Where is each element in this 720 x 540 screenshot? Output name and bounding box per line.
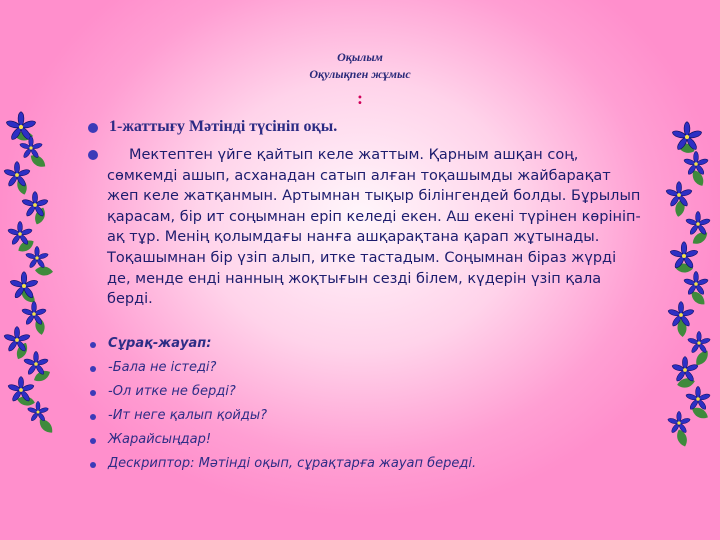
blue-flower-icon: [6, 220, 34, 248]
question-item: -Ол итке не берді?: [108, 384, 236, 399]
flower-border-right: [660, 0, 720, 540]
blue-flower-icon: [686, 330, 712, 356]
blue-flower-icon: [664, 180, 694, 210]
question-item: -Бала не істеді?: [108, 360, 217, 375]
blue-flower-icon: [666, 300, 696, 330]
slide-subtitle: Оқулықпен жұмыс: [309, 67, 411, 81]
blue-flower-icon: [670, 120, 704, 154]
bullet-icon: [90, 342, 96, 348]
blue-flower-icon: [666, 410, 692, 436]
praise-line: Жарайсыңдар!: [108, 432, 212, 447]
blue-flower-icon: [18, 135, 44, 161]
reading-paragraph: Мектептен үйге қайтып келе жаттым. Қарным ашқан соң, сөмкемді ашып, асханадан сатып алған тоқашымды жайбарақат жеп келе жатқанмын. Артымнан тықыр білінгендей болды. Бұрылып қарасам, бір ит соңымнан еріп келеді екен. Аш екені түрінен көрініп-ақ тұр. Менің қолымдағы нанға ашқарақтана қарап жұтынады. Тоқашымнан бір үзіп алып, итке тастадым. Соңымнан біраз жүрді де, менде енді нанның жоқтығын сезді білем, күдерін үзіп қала берді.: [107, 147, 641, 308]
blue-flower-icon: [684, 210, 712, 238]
flower-border-left: [0, 0, 60, 540]
questions-heading: Сұрақ-жауап:: [108, 336, 212, 351]
title-colon: :: [357, 88, 363, 108]
task-heading: 1-жаттығу Мәтінді түсініп оқы.: [109, 118, 338, 135]
blue-flower-icon: [26, 400, 50, 424]
question-item: -Ит неге қалып қойды?: [108, 408, 268, 423]
blue-flower-icon: [20, 300, 48, 328]
blue-flower-icon: [684, 385, 712, 413]
blue-flower-icon: [682, 150, 710, 178]
blue-flower-icon: [8, 270, 40, 302]
bullet-icon: [90, 414, 96, 420]
descriptor-line: Дескриптор: Мәтінді оқып, сұрақтарға жауап береді.: [108, 456, 477, 471]
blue-flower-icon: [22, 350, 50, 378]
blue-flower-icon: [682, 270, 710, 298]
slide-title: Оқылым: [337, 50, 383, 64]
blue-flower-icon: [2, 160, 32, 190]
blue-flower-icon: [668, 240, 700, 272]
blue-flower-icon: [670, 355, 700, 385]
bullet-icon: [90, 390, 96, 396]
bullet-icon: [90, 366, 96, 372]
bullet-icon: [90, 462, 96, 468]
bullet-icon: [88, 150, 98, 160]
bullet-icon: [88, 123, 98, 133]
blue-flower-icon: [24, 245, 50, 271]
bullet-icon: [90, 438, 96, 444]
blue-flower-icon: [20, 190, 50, 220]
